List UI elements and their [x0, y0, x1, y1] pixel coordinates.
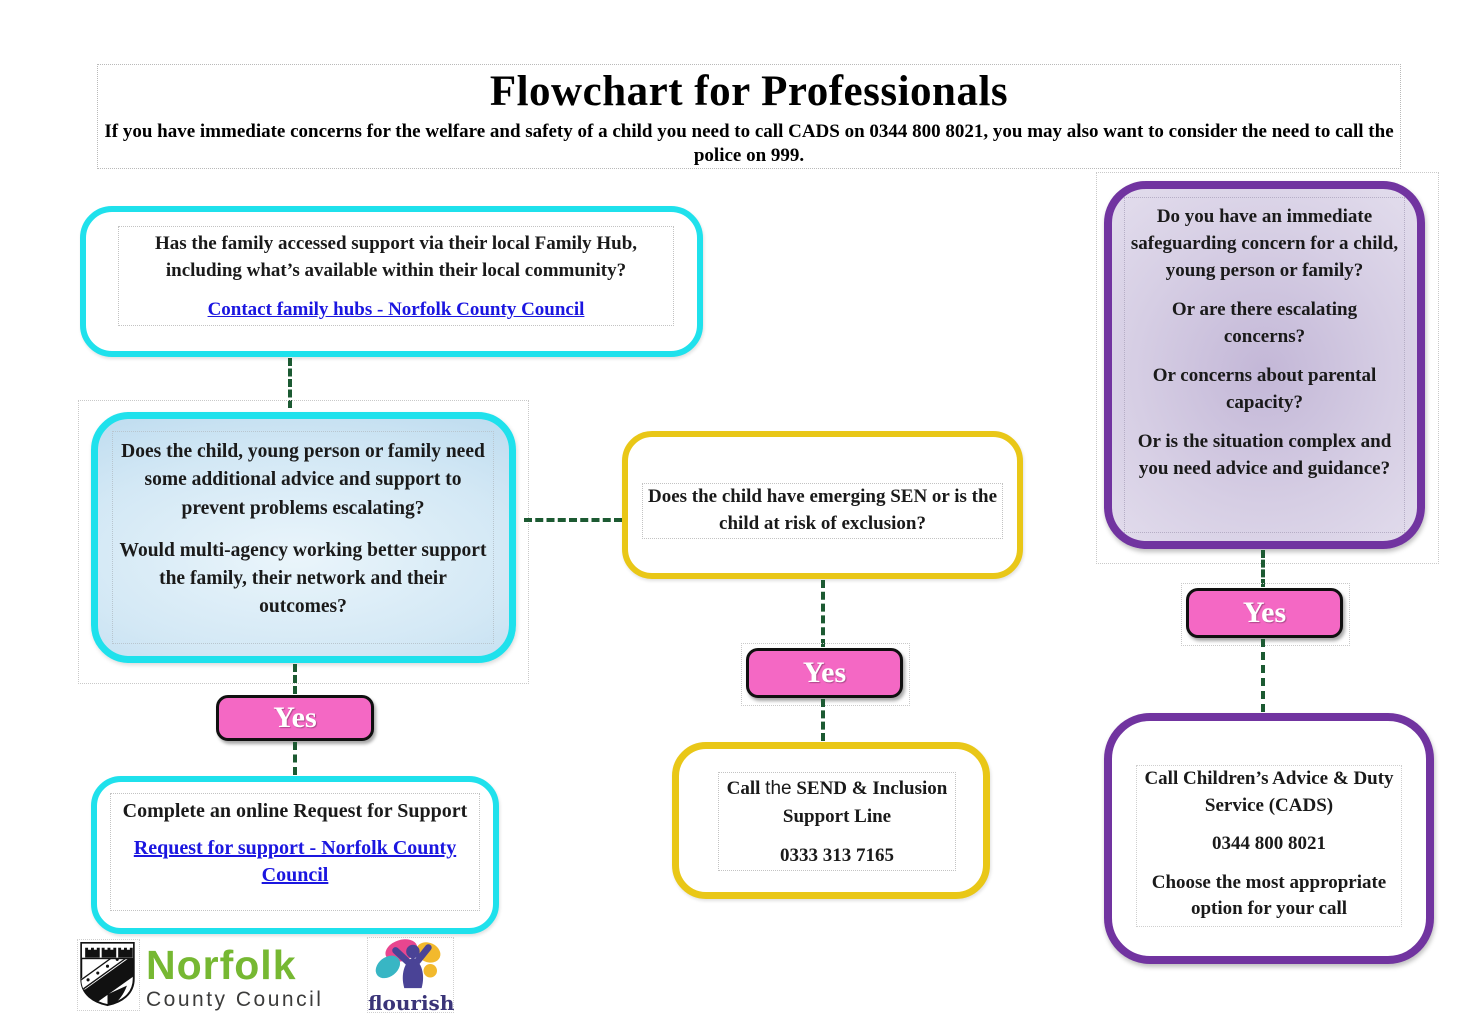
- cads-instruction: Call Children’s Advice & Duty Service (CADS): [1144, 768, 1394, 816]
- advice-question-2: Would multi-agency working better support the family, their network and their outcomes?: [119, 539, 487, 618]
- yes-badge-middle: Yes: [746, 648, 903, 698]
- family-hub-text: [118, 226, 674, 326]
- node-emerging-sen: [622, 431, 1023, 579]
- send-line-text: [718, 772, 956, 871]
- norfolk-logo-subname: County Council: [146, 988, 324, 1011]
- sen-text: [642, 483, 1003, 539]
- safeguarding-question-1: Do you have an immediate safeguarding concern for a child, young person or family?: [1130, 206, 1399, 281]
- flourish-logo: [367, 937, 454, 1013]
- flourish-logo-label: flourish: [368, 991, 455, 1015]
- node-send-support-line: [672, 742, 990, 899]
- safeguarding-question-3: Or concerns about parental capacity?: [1152, 364, 1377, 413]
- safeguarding-question-4: Or is the situation complex and you need advice and guidance?: [1137, 430, 1392, 479]
- advice-question-1: Does the child, young person or family need some additional advice and support to prevent problems escalating?: [121, 441, 485, 519]
- flourish-icon: [372, 938, 450, 990]
- request-instruction: Complete an online Request for Support: [122, 800, 468, 822]
- sen-question: Does the child have emerging SEN or is the child at risk of exclusion?: [647, 486, 998, 534]
- norfolk-logo-name: Norfolk: [146, 942, 297, 988]
- page-title: Flowchart for Professionals: [489, 68, 1009, 115]
- page-subtitle: If you have immediate concerns for the welfare and safety of a child you need to call CADS on 0344 800 8021, you may also want to consider the need to call the police on 999.: [104, 121, 1394, 166]
- yes-badge-right: Yes: [1186, 588, 1343, 638]
- cads-option-note: Choose the most appropriate option for your call: [1151, 871, 1387, 920]
- send-line-instruction: [719, 775, 955, 830]
- node-request-for-support: [91, 776, 499, 934]
- connector-safeguarding-to-yes: [1261, 550, 1265, 587]
- cads-phone: 0344 800 8021: [1212, 833, 1326, 855]
- connector-yes-to-cads: [1261, 639, 1265, 712]
- family-hubs-link[interactable]: Contact family hubs - Norfolk County Council: [207, 299, 585, 321]
- connector-advice-to-yes: [293, 664, 297, 694]
- safeguarding-question-2: Or are there escalating concerns?: [1171, 298, 1358, 347]
- family-hub-question: Has the family accessed support via their local Family Hub, including what’s available within their local community?: [154, 233, 638, 281]
- header-block: [97, 64, 1401, 169]
- node-safeguarding-concern: [1104, 181, 1425, 549]
- send-the-word: the: [765, 778, 792, 799]
- connector-yes-to-request: [293, 742, 297, 775]
- node-family-hub: [80, 206, 703, 357]
- request-text: [110, 793, 480, 911]
- cads-text: [1136, 765, 1402, 927]
- send-line-phone: 0333 313 7165: [780, 845, 894, 867]
- send-rest-words: SEND & Inclusion Support Line: [782, 778, 948, 827]
- norfolk-crest-icon: [77, 939, 140, 1011]
- connector-advice-to-sen: [524, 518, 622, 522]
- norfolk-logo: [146, 942, 324, 1012]
- connector-yes-to-sendline: [821, 699, 825, 741]
- connector-sen-to-yes: [821, 580, 825, 647]
- request-support-link[interactable]: Request for support - Norfolk County Council: [133, 837, 457, 886]
- send-call-word: Call: [726, 778, 766, 799]
- node-call-cads: [1104, 713, 1434, 964]
- safeguarding-text: [1124, 197, 1405, 533]
- advice-text: [112, 431, 494, 644]
- yes-badge-left: Yes: [216, 695, 374, 741]
- node-additional-advice: [91, 412, 516, 663]
